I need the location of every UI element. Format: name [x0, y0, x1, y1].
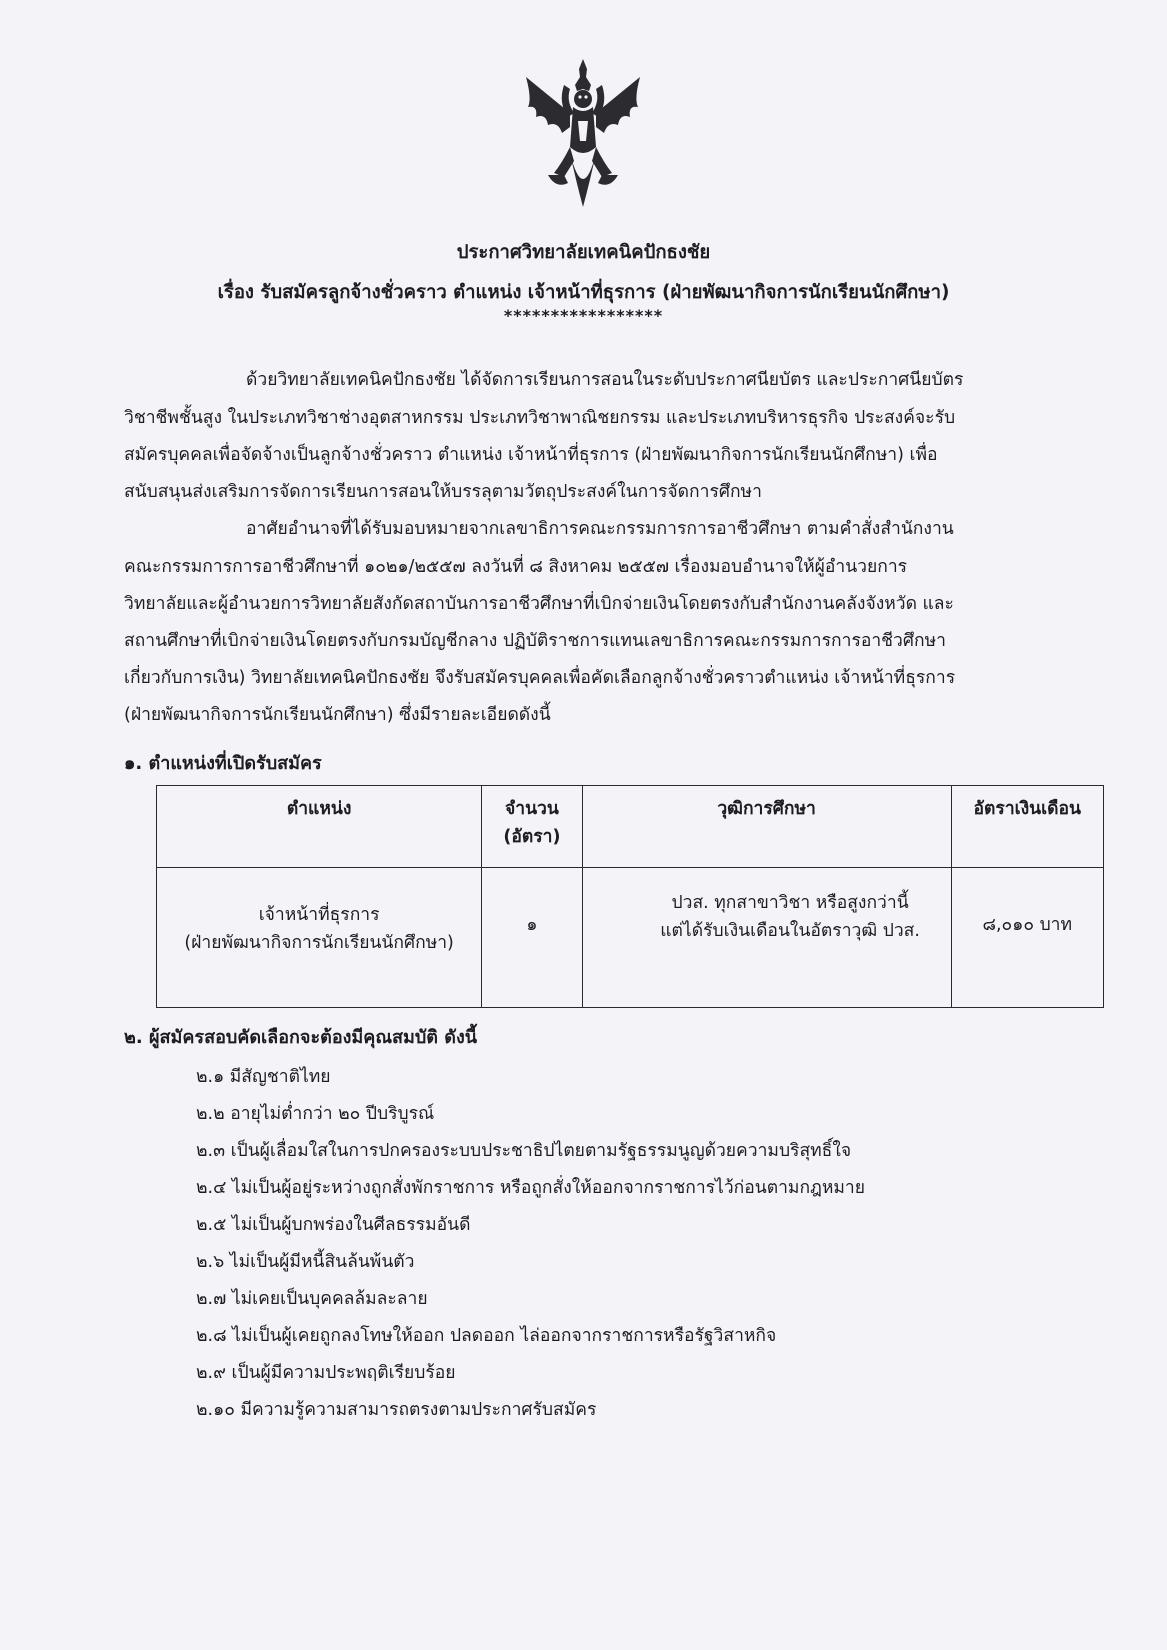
paragraph2-line: อาศัยอำนาจที่ได้รับมอบหมายจากเลขาธิการคณะกรรมการการอาชีวศึกษา ตามคำสั่งสำนักงาน: [246, 519, 954, 539]
paragraph1-line: สมัครบุคคลเพื่อจัดจ้างเป็นลูกจ้างชั่วคราว ตำแหน่ง เจ้าหน้าที่ธุรการ (ฝ่ายพัฒนากิจการนักเรียนนักศึกษา) เพื่อ: [124, 445, 938, 465]
cell-education: ปวส. ทุกสาขาวิชา หรือสูงกว่านี้ แต่ได้รับเงินเดือนในอัตราวุฒิ ปวส.: [582, 868, 951, 1008]
list-item: ๒.๕ ไม่เป็นผู้บกพร่องในศีลธรรมอันดี: [196, 1215, 471, 1235]
paragraph2-line: (ฝ่ายพัฒนากิจการนักเรียนนักศึกษา) ซึ่งมีรายละเอียดดังนี้: [124, 705, 551, 725]
paragraph1-line: สนับสนุนส่งเสริมการจัดการเรียนการสอนให้บรรลุตามวัตถุประสงค์ในการจัดการศึกษา: [124, 482, 762, 502]
list-item: ๒.๑ มีสัญชาติไทย: [196, 1067, 331, 1087]
column-header-salary: อัตราเงินเดือน: [951, 786, 1103, 868]
paragraph1-line: วิชาชีพชั้นสูง ในประเภทวิชาช่างอุตสาหกรรม ประเภทวิชาพาณิชยกรรม และประเภทบริหารธุรกิจ ประสงค์จะรับ: [124, 408, 956, 428]
list-item: ๒.๔ ไม่เป็นผู้อยู่ระหว่างถูกสั่งพักราชการ หรือถูกสั่งให้ออกจากราชการไว้ก่อนตามกฎหมาย: [196, 1178, 865, 1198]
cell-position: เจ้าหน้าที่ธุรการ (ฝ่ายพัฒนากิจการนักเรียนนักศึกษา): [157, 868, 482, 1008]
column-header-position: ตำแหน่ง: [157, 786, 482, 868]
paragraph2-line: เกี่ยวกับการเงิน) วิทยาลัยเทคนิคปักธงชัย จึงรับสมัครบุคคลเพื่อคัดเลือกลูกจ้างชั่วคราวตำแหน่ง เจ้าหน้าที่ธุรการ: [124, 668, 956, 688]
paragraph2-line: วิทยาลัยและผู้อำนวยการวิทยาลัยสังกัดสถาบันการอาชีวศึกษาที่เบิกจ่ายเงินโดยตรงกับสำนักงานคลังจังหวัด และ: [124, 594, 954, 614]
list-item: ๒.๓ เป็นผู้เลื่อมใสในการปกครองระบบประชาธิปไตยตามรัฐธรรมนูญด้วยความบริสุทธิ์ใจ: [196, 1141, 852, 1161]
list-item: ๒.๗ ไม่เคยเป็นบุคคลล้มละลาย: [196, 1289, 428, 1309]
cell-count: ๑: [482, 868, 582, 1008]
section1-heading: ๑. ตำแหน่งที่เปิดรับสมัคร: [124, 753, 322, 774]
announcement-title: ประกาศวิทยาลัยเทคนิคปักธงชัย: [456, 242, 711, 263]
section2-heading: ๒. ผู้สมัครสอบคัดเลือกจะต้องมีคุณสมบัติ ดังนี้: [124, 1027, 478, 1048]
list-item: ๒.๖ ไม่เป็นผู้มีหนี้สินล้นพ้นตัว: [196, 1252, 415, 1272]
table-row: [157, 868, 1104, 1008]
list-item: ๒.๑๐ มีความรู้ความสามารถตรงตามประกาศรับสมัคร: [196, 1400, 597, 1420]
paragraph1-line: ด้วยวิทยาลัยเทคนิคปักธงชัย ได้จัดการเรียนการสอนในระดับประกาศนียบัตร และประกาศนียบัตร: [246, 370, 964, 390]
announcement-subject: เรื่อง รับสมัครลูกจ้างชั่วคราว ตำแหน่ง เจ้าหน้าที่ธุรการ (ฝ่ายพัฒนากิจการนักเรียนนักศึกษา): [217, 282, 950, 303]
column-header-count: จำนวน (อัตรา): [482, 786, 582, 868]
positions-table: [156, 785, 1104, 1008]
cell-salary: ๘,๐๑๐ บาท: [951, 868, 1103, 1008]
garuda-emblem-icon: [518, 55, 648, 215]
title-separator: *****************: [503, 306, 664, 325]
list-item: ๒.๙ เป็นผู้มีความประพฤติเรียบร้อย: [196, 1363, 456, 1383]
column-header-education: วุฒิการศึกษา: [582, 786, 951, 868]
list-item: ๒.๘ ไม่เป็นผู้เคยถูกลงโทษให้ออก ปลดออก ไล่ออกจากราชการหรือรัฐวิสาหกิจ: [196, 1326, 777, 1346]
table-header-row: [157, 786, 1104, 868]
paragraph2-line: คณะกรรมการการอาชีวศึกษาที่ ๑๐๒๑/๒๕๕๗ ลงวันที่ ๘ สิงหาคม ๒๕๕๗ เรื่องมอบอำนาจให้ผู้อำนวยการ: [124, 557, 908, 577]
paragraph2-line: สถานศึกษาที่เบิกจ่ายเงินโดยตรงกับกรมบัญชีกลาง ปฏิบัติราชการแทนเลขาธิการคณะกรรมการการอาชีวศึกษา: [124, 631, 946, 651]
list-item: ๒.๒ อายุไม่ต่ำกว่า ๒๐ ปีบริบูรณ์: [196, 1104, 435, 1124]
